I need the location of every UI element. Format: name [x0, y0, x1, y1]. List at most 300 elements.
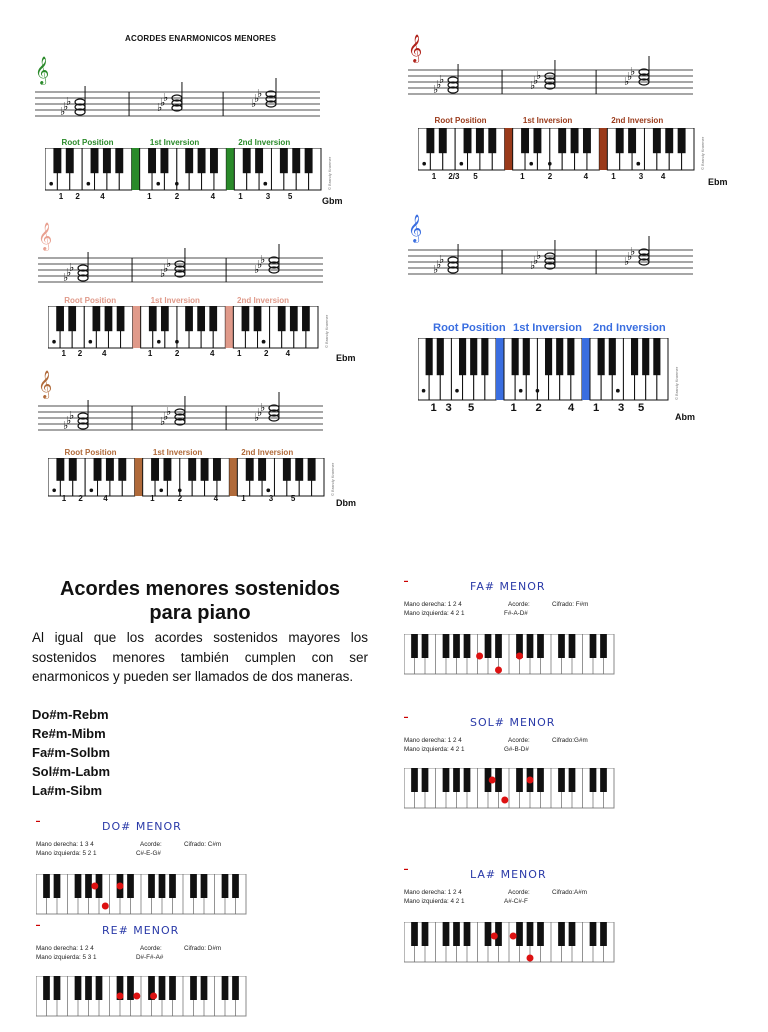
cifrado-label: Cifrado: D#m — [184, 945, 222, 952]
black-key — [56, 306, 64, 331]
finger-number: 2 — [78, 494, 83, 503]
cifrado-label: Cifrado: C#m — [184, 841, 222, 848]
black-key — [118, 458, 126, 481]
black-key — [590, 634, 597, 658]
list-item: Re#m-Mibm — [32, 726, 106, 741]
black-key — [476, 128, 484, 153]
black-key — [470, 338, 477, 375]
black-key — [93, 306, 101, 331]
black-key — [106, 458, 114, 481]
finger-number: 1 — [238, 192, 243, 201]
flat-icon: ♭ — [159, 267, 166, 280]
finger-number: 1 — [61, 494, 67, 503]
black-key — [232, 976, 239, 1000]
chord-note-dot — [527, 955, 534, 962]
flat-icon: ♭ — [254, 263, 260, 276]
black-key — [537, 768, 544, 792]
flat-icon: ♭ — [439, 73, 445, 86]
finger-numbers — [48, 349, 318, 359]
acorde-label: Acorde: — [508, 889, 530, 896]
right-hand-fingering: Mano derecha: 1 2 4 — [36, 945, 94, 952]
black-key — [600, 634, 607, 658]
inversion-label: Root Position — [434, 116, 487, 125]
black-key — [411, 922, 418, 946]
black-key — [246, 458, 254, 481]
music-staff — [38, 386, 333, 456]
black-key — [558, 922, 565, 946]
finger-dot — [175, 340, 179, 344]
black-key — [213, 458, 221, 481]
treble-clef-icon: 𝄞 — [35, 56, 50, 84]
black-key — [443, 922, 450, 946]
black-key — [210, 148, 218, 173]
black-key — [569, 768, 576, 792]
black-key — [43, 874, 50, 898]
black-key — [569, 634, 576, 658]
section-intro: Al igual que los acordes sostenidos mayores los sostenidos menores también cumplen con ser enarmonicos y pueden ser llamados de dos maneras. — [32, 630, 368, 684]
flat-icon: ♭ — [260, 253, 266, 266]
left-hand-fingering: Mano izquierda: 4 2 1 — [404, 898, 465, 905]
finger-number: 3 — [265, 192, 271, 201]
black-key — [516, 922, 523, 946]
flat-icon: ♭ — [66, 95, 72, 108]
black-key — [169, 874, 176, 898]
flat-icon: ♭ — [162, 262, 169, 275]
piano-keyboard — [48, 306, 322, 350]
black-key — [571, 128, 579, 153]
finger-numbers — [48, 494, 324, 504]
black-key — [66, 148, 74, 173]
chord-notes: D#-F#-A# — [136, 954, 164, 961]
flat-icon: ♭ — [251, 97, 257, 110]
chord-note-dot — [133, 993, 140, 1000]
black-key — [115, 148, 123, 173]
black-key — [411, 768, 418, 792]
black-key — [85, 874, 92, 898]
inversion-separator — [132, 148, 140, 190]
black-key — [422, 922, 429, 946]
flat-icon: ♭ — [66, 414, 72, 427]
finger-number: 2 — [547, 172, 553, 181]
black-key — [512, 338, 519, 375]
chord-name: Ebm — [708, 177, 728, 187]
finger-dot — [89, 340, 93, 344]
list-item: Do#m-Rebm — [32, 707, 109, 722]
black-key — [453, 922, 460, 946]
black-key — [653, 128, 661, 153]
piano-keyboard — [418, 128, 698, 172]
finger-number: 3 — [638, 172, 644, 181]
black-key — [464, 128, 472, 153]
flat-icon: ♭ — [63, 271, 69, 284]
black-key — [495, 768, 502, 792]
flat-icon: ♭ — [436, 258, 442, 271]
copyright-text: © Brandy Kraemer — [700, 136, 705, 170]
black-key — [151, 458, 159, 481]
finger-number: 1 — [61, 349, 66, 358]
black-key — [91, 148, 99, 173]
inversion-label: 2nd Inversion — [237, 296, 290, 305]
black-key — [201, 874, 208, 898]
finger-number: 1 — [147, 192, 152, 201]
finger-number: 4 — [210, 349, 215, 358]
finger-number: 5 — [468, 402, 475, 414]
black-key — [488, 128, 496, 153]
enharmonic-list — [32, 705, 110, 800]
music-staff — [35, 72, 330, 142]
black-key — [188, 458, 196, 481]
inversion-label: Root Position — [433, 322, 506, 334]
finger-number: 1 — [58, 192, 64, 201]
chord-note-dot — [527, 777, 534, 784]
finger-number: 2 — [174, 349, 180, 358]
music-staff — [408, 50, 703, 120]
flat-icon: ♭ — [66, 266, 72, 279]
black-key — [464, 922, 471, 946]
finger-number: 1 — [611, 172, 616, 181]
card-title: SOL# MENOR — [470, 716, 556, 729]
finger-number: 4 — [660, 172, 666, 181]
inversion-label: 1st Inversion — [150, 296, 200, 305]
black-key — [163, 458, 171, 481]
copyright-text: © Brandy Kraemer — [330, 462, 335, 496]
chord-notes: F#-A-D# — [504, 610, 528, 617]
black-key — [464, 634, 471, 658]
black-key — [169, 976, 176, 1000]
finger-dot — [87, 182, 91, 186]
finger-number: 1 — [237, 349, 242, 358]
black-key — [255, 148, 263, 173]
black-key — [280, 148, 288, 173]
flat-icon: ♭ — [532, 254, 539, 267]
black-key — [590, 922, 597, 946]
finger-dot — [422, 389, 426, 393]
finger-number: 1 — [241, 494, 246, 503]
finger-number: 4 — [210, 192, 216, 201]
black-key — [569, 922, 576, 946]
flat-icon: ♭ — [257, 87, 263, 100]
list-item: La#m-Sibm — [32, 783, 103, 798]
black-key — [545, 338, 552, 375]
flat-icon: ♭ — [624, 255, 630, 268]
black-key — [516, 768, 523, 792]
card-title: DO# MENOR — [102, 820, 182, 833]
black-key — [459, 338, 466, 375]
chord-note-dot — [150, 993, 157, 1000]
black-key — [631, 338, 638, 375]
flat-icon: ♭ — [436, 78, 442, 91]
finger-number: 5 — [638, 402, 645, 414]
left-hand-fingering: Mano izquierda: 4 2 1 — [404, 746, 465, 753]
black-key — [653, 338, 660, 375]
flat-icon: ♭ — [165, 405, 172, 418]
finger-number: 1 — [431, 172, 437, 181]
chord-note-dot — [489, 777, 496, 784]
finger-dot — [263, 182, 267, 186]
finger-dot — [49, 182, 53, 186]
chord-card — [404, 866, 618, 976]
black-key — [422, 634, 429, 658]
logo-icon: ▬ — [404, 578, 408, 583]
inversion-label: 1st Inversion — [513, 322, 583, 334]
finger-dot — [519, 389, 523, 393]
flat-icon: ♭ — [162, 410, 169, 423]
finger-number: 5 — [290, 494, 296, 503]
black-key — [54, 976, 61, 1000]
finger-dot — [262, 340, 266, 344]
acorde-label: Acorde: — [140, 945, 162, 952]
black-key — [598, 338, 605, 375]
finger-number: 1 — [150, 494, 155, 503]
flat-icon: ♭ — [257, 258, 263, 271]
black-key — [439, 128, 447, 153]
black-key — [53, 148, 61, 173]
finger-dot — [460, 162, 464, 166]
finger-dot — [529, 162, 533, 166]
flat-icon: ♭ — [535, 69, 542, 82]
chord-note-dot — [495, 667, 502, 674]
chord-notes: A#-C#-F — [504, 898, 528, 905]
black-key — [556, 338, 563, 375]
finger-number: 1 — [520, 172, 525, 181]
piano-keyboard — [418, 338, 672, 402]
finger-numbers — [418, 172, 694, 182]
treble-clef-icon: 𝄞 — [408, 34, 423, 62]
black-key — [54, 874, 61, 898]
black-key — [222, 874, 229, 898]
inversion-separator — [225, 306, 233, 348]
flat-icon: ♭ — [627, 250, 633, 263]
finger-dot — [90, 489, 94, 493]
flat-icon: ♭ — [159, 415, 166, 428]
logo-icon: ▬ — [36, 818, 40, 823]
chord-note-dot — [510, 933, 517, 940]
flat-icon: ♭ — [63, 100, 69, 113]
flat-icon: ♭ — [433, 263, 439, 276]
treble-clef-icon: 𝄞 — [38, 370, 53, 398]
chord-name: Gbm — [322, 196, 343, 206]
black-key — [278, 306, 286, 331]
inversion-separator — [226, 148, 234, 190]
chord-card — [404, 714, 618, 824]
card-title: LA# MENOR — [470, 868, 547, 881]
inversion-separator — [133, 306, 141, 348]
finger-dot — [616, 389, 620, 393]
piano-keyboard — [36, 976, 250, 1018]
inversion-label: 1st Inversion — [522, 116, 573, 125]
black-key — [201, 976, 208, 1000]
black-key — [567, 338, 574, 375]
black-key — [308, 458, 316, 481]
chord-note-dot — [501, 797, 508, 804]
black-key — [521, 128, 529, 153]
finger-dot — [156, 182, 160, 186]
inversion-label: Root Position — [61, 138, 114, 147]
acorde-label: Acorde: — [140, 841, 162, 848]
finger-number: 4 — [583, 172, 589, 181]
finger-number: 4 — [568, 402, 575, 414]
inversion-label: 1st Inversion — [149, 138, 200, 147]
chord-note-dot — [476, 653, 483, 660]
inversion-label: 2nd Inversion — [241, 448, 294, 457]
music-staff — [408, 230, 703, 300]
finger-dot — [175, 182, 179, 186]
flat-icon: ♭ — [630, 245, 636, 258]
inversion-separator — [505, 128, 513, 170]
finger-dot — [636, 162, 640, 166]
black-key — [254, 306, 262, 331]
black-key — [258, 458, 266, 481]
inversion-labels — [418, 322, 668, 334]
finger-number: 3 — [445, 402, 452, 414]
chord-note-dot — [102, 903, 109, 910]
list-item: Fa#m-Solbm — [32, 745, 111, 760]
logo-icon: ▬ — [404, 866, 408, 871]
black-key — [411, 634, 418, 658]
flat-icon: ♭ — [254, 411, 260, 424]
black-key — [222, 976, 229, 1000]
chord-note-dot — [91, 883, 98, 890]
black-key — [590, 768, 597, 792]
inversion-separator — [582, 338, 590, 400]
flat-icon: ♭ — [439, 253, 445, 266]
piano-keyboard — [404, 768, 618, 810]
finger-number: 1 — [147, 349, 153, 358]
finger-number: 4 — [100, 192, 105, 201]
section-title-line2: para piano — [149, 602, 251, 624]
black-key — [628, 128, 636, 153]
flat-icon: ♭ — [165, 257, 172, 270]
flat-icon: ♭ — [260, 401, 266, 414]
acorde-label: Acorde: — [508, 601, 530, 608]
flat-icon: ♭ — [535, 249, 542, 262]
treble-clef-icon: 𝄞 — [38, 222, 53, 250]
piano-keyboard — [36, 874, 250, 916]
finger-dot — [157, 340, 161, 344]
list-item: Sol#m-Labm — [32, 764, 111, 779]
cifrado-label: Cifrado:G#m — [552, 737, 588, 744]
black-key — [201, 458, 209, 481]
black-key — [103, 148, 111, 173]
flat-icon: ♭ — [433, 83, 439, 96]
finger-number: 1 — [593, 402, 600, 414]
acorde-label: Acorde: — [508, 737, 530, 744]
black-key — [537, 634, 544, 658]
finger-number: 2 — [174, 192, 180, 201]
flat-icon: ♭ — [257, 406, 263, 419]
black-key — [117, 306, 125, 331]
finger-dot — [422, 162, 426, 166]
inversion-separator — [229, 458, 237, 496]
inversion-label: 1st Inversion — [152, 448, 203, 457]
inversion-label: 2nd Inversion — [238, 138, 291, 147]
flat-icon: ♭ — [532, 74, 539, 87]
black-key — [43, 976, 50, 1000]
black-key — [56, 458, 64, 481]
finger-number: 2/3 — [448, 172, 460, 181]
section-title-line1: Acordes menores sostenidos — [59, 578, 341, 600]
right-hand-fingering: Mano derecha: 1 2 4 — [404, 737, 462, 744]
black-key — [198, 148, 206, 173]
finger-dot — [178, 489, 182, 493]
black-key — [609, 338, 616, 375]
black-key — [616, 128, 624, 153]
flat-icon: ♭ — [162, 91, 169, 104]
treble-clef-icon: 𝄞 — [408, 214, 423, 242]
flat-icon: ♭ — [60, 105, 66, 118]
inversion-label: 2nd Inversion — [593, 322, 666, 334]
black-key — [665, 128, 673, 153]
finger-number: 2 — [75, 192, 80, 201]
piano-keyboard — [404, 922, 618, 964]
logo-icon: ▬ — [36, 922, 40, 927]
logo-icon: ▬ — [404, 714, 408, 719]
inversion-separator — [135, 458, 143, 496]
chord-notes: C#-E-G# — [136, 850, 161, 857]
black-key — [85, 976, 92, 1000]
black-key — [160, 148, 168, 173]
black-key — [159, 874, 166, 898]
cifrado-label: Cifrado:A#m — [552, 889, 587, 896]
finger-number: 4 — [103, 494, 108, 503]
black-key — [600, 768, 607, 792]
copyright-text: © Brandy Kraemer — [324, 314, 329, 348]
chord-card — [404, 578, 618, 688]
black-key — [422, 768, 429, 792]
right-hand-fingering: Mano derecha: 1 3 4 — [36, 841, 94, 848]
right-hand-fingering: Mano derecha: 1 2 4 — [404, 889, 462, 896]
black-key — [96, 976, 103, 1000]
chord-name: Abm — [675, 412, 695, 422]
black-key — [305, 148, 313, 173]
black-key — [190, 976, 197, 1000]
black-key — [292, 148, 300, 173]
finger-number: 5 — [473, 172, 478, 181]
black-key — [149, 306, 157, 331]
finger-number: 4 — [285, 349, 291, 358]
right-hand-fingering: Mano derecha: 1 2 4 — [404, 601, 462, 608]
black-key — [453, 768, 460, 792]
finger-number: 5 — [287, 192, 293, 201]
card-title: RE# MENOR — [102, 924, 180, 937]
left-hand-fingering: Mano izquierda: 4 2 1 — [404, 610, 465, 617]
chord-card — [36, 922, 250, 1032]
finger-number: 3 — [618, 402, 625, 414]
finger-dot — [52, 489, 56, 493]
black-key — [295, 458, 303, 481]
black-key — [464, 768, 471, 792]
flat-icon: ♭ — [159, 96, 166, 109]
finger-number: 2 — [77, 349, 83, 358]
black-key — [533, 128, 541, 153]
finger-dot — [52, 340, 56, 344]
copyright-text: © Brandy Kraemer — [327, 156, 332, 190]
black-key — [185, 148, 193, 173]
flat-icon: ♭ — [624, 75, 630, 88]
black-key — [558, 128, 566, 153]
inversion-separator — [496, 338, 504, 400]
finger-dot — [455, 389, 459, 393]
black-key — [68, 306, 76, 331]
finger-number: 2 — [177, 494, 183, 503]
black-key — [94, 458, 102, 481]
inversion-label: Root Position — [64, 448, 117, 457]
flat-icon: ♭ — [630, 65, 636, 78]
black-key — [243, 148, 251, 173]
black-key — [537, 922, 544, 946]
chord-notes: G#-B-D# — [504, 746, 529, 753]
black-key — [290, 306, 298, 331]
